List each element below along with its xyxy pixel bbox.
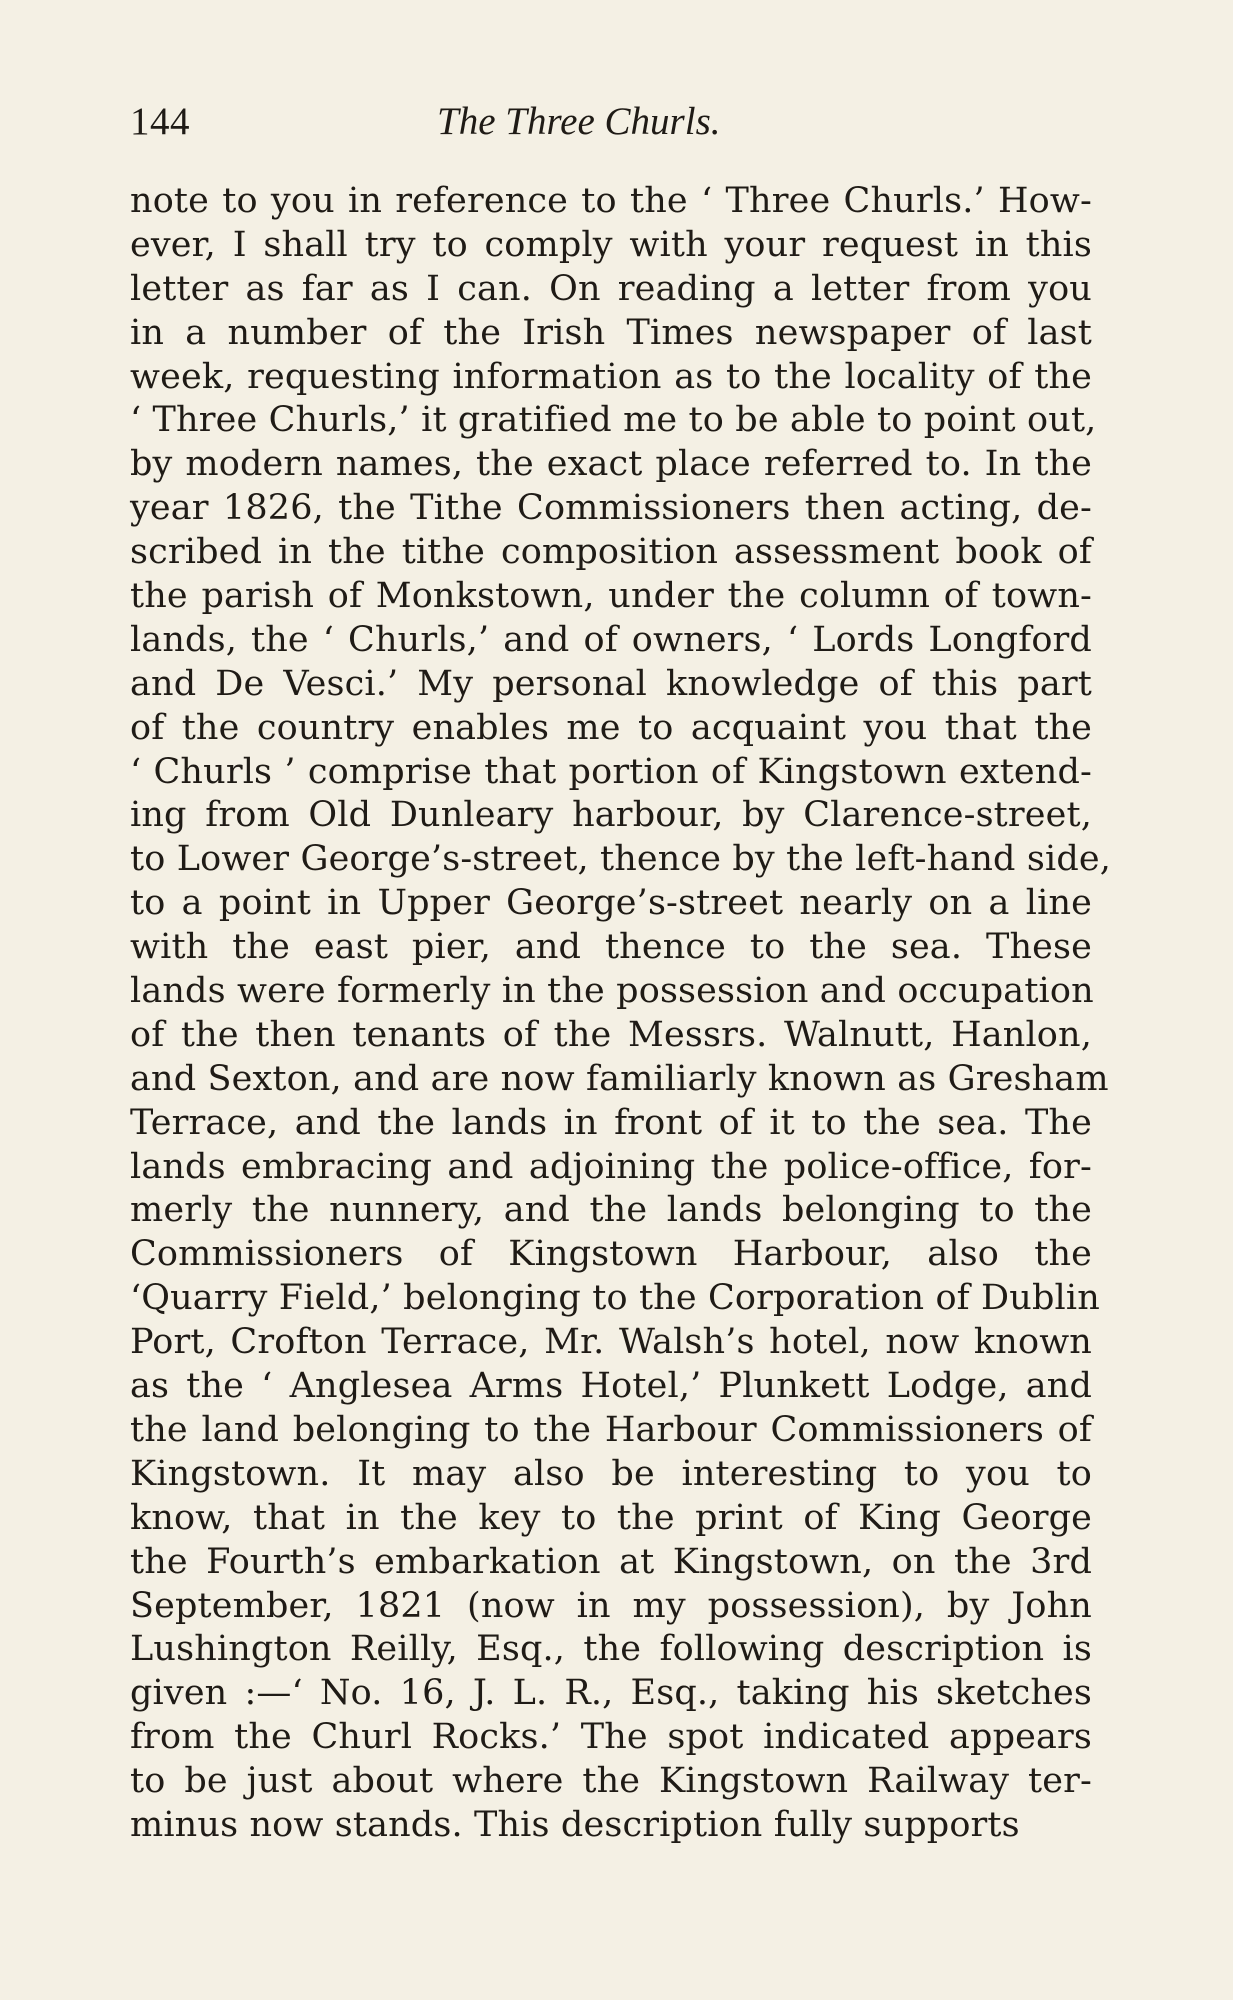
text-line: as the ‘ Anglesea Arms Hotel,’ Plunkett Lodge, and <box>130 1366 1092 1407</box>
text-line: Port, Crofton Terrace, Mr. Walsh’s hotel, now known <box>130 1322 1092 1363</box>
text-line: lands were formerly in the possession and occupation <box>130 971 1094 1012</box>
text-line: note to you in reference to the ‘ Three Churls.’ How- <box>130 181 1092 221</box>
text-line: ‘Quarry Field,’ belonging to the Corporation of Dublin <box>130 1278 1100 1319</box>
text-line: with the east pier, and thence to the sea. These <box>130 927 1092 968</box>
text-line: merly the nunnery, and the lands belonging to the <box>130 1190 1092 1231</box>
text-line: September, 1821 (now in my possession), by John <box>130 1585 1092 1626</box>
text-line: know, that in the key to the print of King George <box>130 1497 1092 1538</box>
text-line: lands embracing and adjoining the police-office, for- <box>130 1146 1092 1187</box>
body-text <box>130 180 1112 1848</box>
text-line: given :—‘ No. 16, J. L. R., Esq., taking his sketches <box>130 1673 1092 1714</box>
text-line: of the then tenants of the Messrs. Walnutt, Hanlon, <box>130 1014 1092 1055</box>
text-line: year 1826, the Tithe Commissioners then acting, de- <box>130 488 1092 529</box>
text-line: and Sexton, and are now familiarly known as Gresham <box>130 1058 1109 1099</box>
text-line: and De Vesci.’ My personal knowledge of this part <box>130 663 1092 704</box>
text-line: week, requesting information as to the locality of the <box>130 356 1092 397</box>
text-line: ever, I shall try to comply with your request in this <box>130 224 1092 265</box>
text-line: ing from Old Dunleary harbour, by Clarence-street, <box>130 795 1092 836</box>
text-line: ‘ Churls ’ comprise that portion of Kingstown extend- <box>130 751 1092 792</box>
page-number: 144 <box>130 100 190 143</box>
running-title: The Three Churls. <box>437 100 721 143</box>
text-line: Terrace, and the lands in front of it to the sea. The <box>130 1102 1092 1143</box>
text-line: ‘ Three Churls,’ it gratified me to be able to point out, <box>130 400 1097 441</box>
text-line: to be just about where the Kingstown Railway ter- <box>130 1761 1092 1802</box>
page-header <box>130 92 1090 152</box>
text-line: Lushington Reilly, Esq., the following description is <box>130 1629 1092 1670</box>
text-line: in a number of the Irish Times newspaper of last <box>130 312 1092 353</box>
text-line: the land belonging to the Harbour Commissioners of <box>130 1409 1092 1450</box>
text-line: Commissioners of Kingstown Harbour, also the <box>130 1234 1092 1275</box>
text-line: minus now stands. This description fully supports <box>130 1804 1020 1845</box>
text-line: the Fourth’s embarkation at Kingstown, on the 3rd <box>130 1541 1092 1582</box>
text-line: Kingstown. It may also be interesting to you to <box>130 1453 1092 1494</box>
text-line: the parish of Monkstown, under the column of town- <box>130 576 1092 617</box>
text-line: to Lower George’s-street, thence by the left-hand side, <box>130 839 1112 880</box>
text-line: lands, the ‘ Churls,’ and of owners, ‘ Lords Longford <box>130 619 1092 660</box>
text-line: from the Churl Rocks.’ The spot indicated appears <box>130 1717 1092 1758</box>
text-line: letter as far as I can. On reading a letter from you <box>130 268 1092 309</box>
text-line: of the country enables me to acquaint you that the <box>130 707 1092 748</box>
text-line: by modern names, the exact place referred to. In the <box>130 444 1092 485</box>
text-line: to a point in Upper George’s-street nearly on a line <box>130 883 1092 924</box>
text-line: scribed in the tithe composition assessment book of <box>130 532 1092 573</box>
